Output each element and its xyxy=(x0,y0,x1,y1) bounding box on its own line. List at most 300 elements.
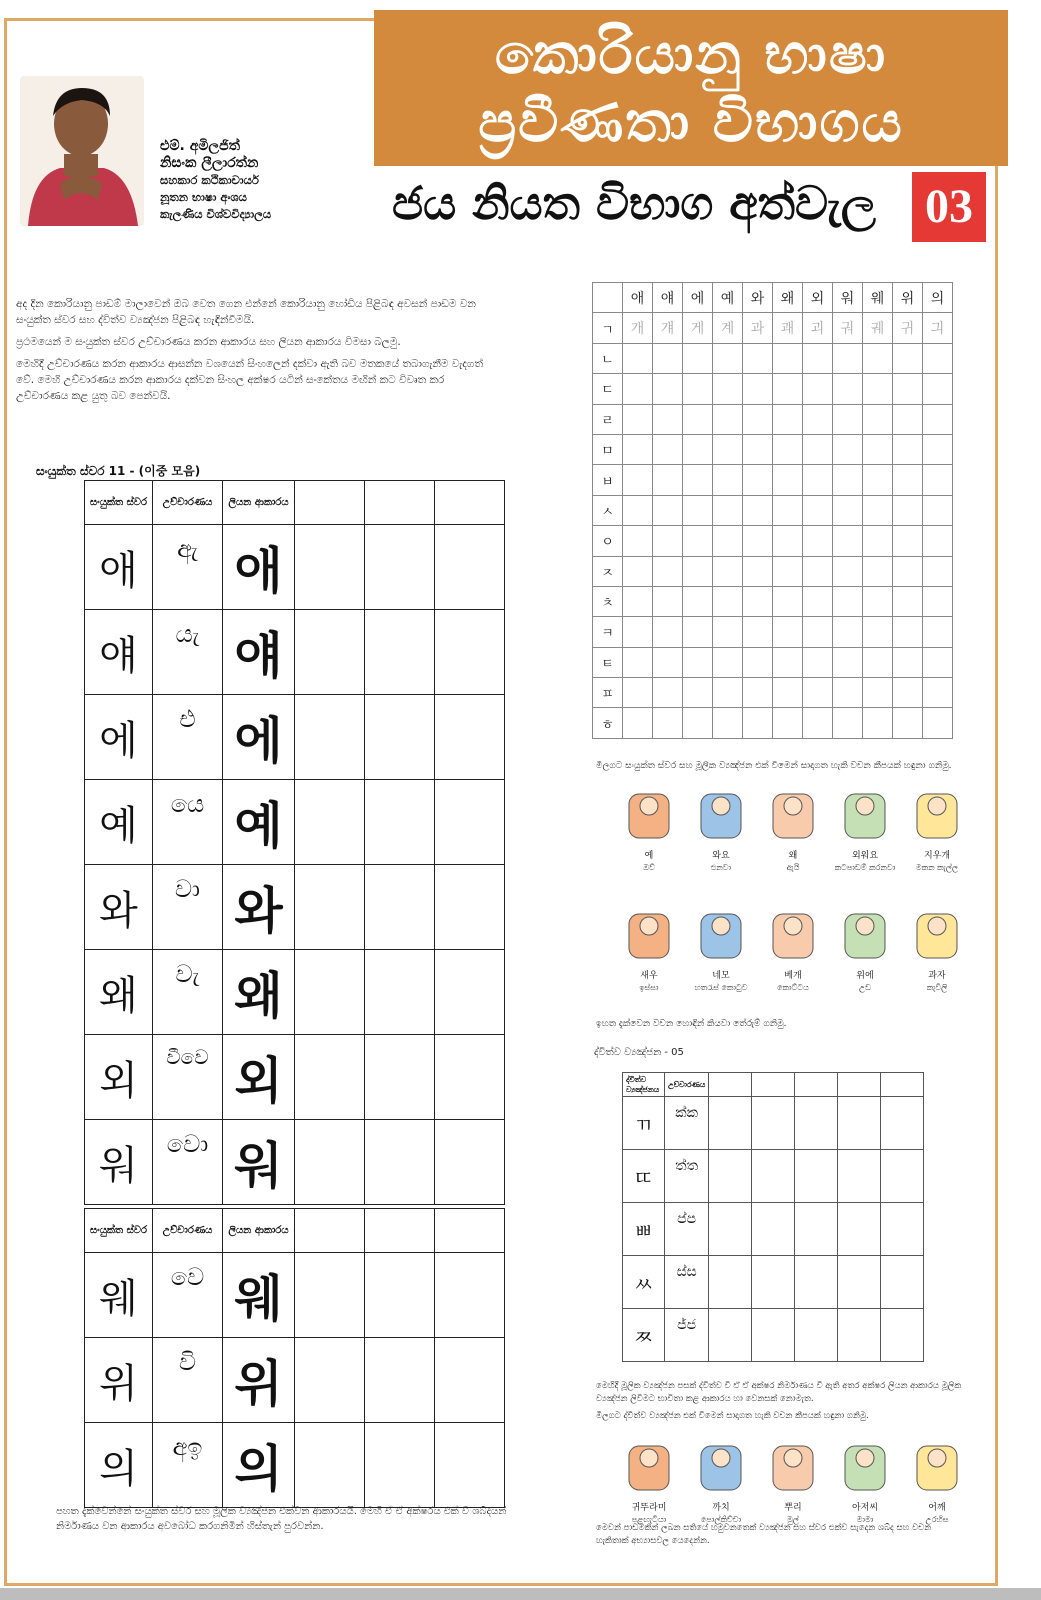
grid-practice-cell[interactable] xyxy=(773,708,803,738)
practice-cell[interactable] xyxy=(838,1309,881,1362)
practice-cell[interactable] xyxy=(435,525,505,610)
vocab-korean: 위에 xyxy=(856,971,874,981)
practice-cell[interactable] xyxy=(295,1338,365,1423)
vocab-item xyxy=(686,784,756,873)
grid-practice-cell[interactable] xyxy=(683,404,713,434)
grid-consonant-cell: ㅌ xyxy=(593,647,623,677)
practice-cell[interactable] xyxy=(295,695,365,780)
grid-practice-cell[interactable] xyxy=(893,647,923,677)
grid-practice-cell[interactable] xyxy=(863,586,893,616)
practice-cell[interactable] xyxy=(838,1150,881,1203)
grid-practice-cell[interactable] xyxy=(923,586,953,616)
vocab-sinhala: ඔව් xyxy=(643,863,655,872)
grid-practice-cell[interactable] xyxy=(683,495,713,525)
grid-practice-cell[interactable] xyxy=(623,465,653,495)
grid-practice-cell[interactable] xyxy=(713,708,743,738)
grid-practice-cell[interactable] xyxy=(803,495,833,525)
author-role: සහකාර කථිකාචාර්ය xyxy=(160,173,259,187)
grid-practice-cell[interactable] xyxy=(923,404,953,434)
practice-cell[interactable] xyxy=(365,525,435,610)
practice-cell[interactable] xyxy=(435,1253,505,1338)
grid-practice-cell[interactable] xyxy=(773,374,803,404)
grid-practice-cell[interactable] xyxy=(893,374,923,404)
practice-cell[interactable] xyxy=(295,865,365,950)
practice-cell[interactable] xyxy=(435,610,505,695)
practice-cell[interactable] xyxy=(435,865,505,950)
grid-practice-cell[interactable] xyxy=(623,526,653,556)
double-note-1: මෙහිදී මූලික ව්‍යඤ්ජන පසක් ද්විත්ව වී ඒ ඒ අක්ෂර නිර්මාණය වී ඇති අතර අක්ෂර ලියන ආකාරය මූලික ව්‍යඤ්ජන ලිවීමට භාවිතා කළ ආකාරය හා වෙනසක් නොමැත. xyxy=(596,1381,962,1404)
dtable-header: ද්විත්ව ව්‍යඤ්ජනය xyxy=(623,1073,665,1097)
grid-practice-cell[interactable] xyxy=(863,434,893,464)
vocab-illustration xyxy=(909,1436,965,1498)
writing-cell: 얘 xyxy=(223,610,295,695)
vocab-illustration xyxy=(909,904,965,966)
grid-practice-cell[interactable] xyxy=(743,586,773,616)
grid-practice-cell[interactable] xyxy=(713,343,743,373)
grid-practice-cell[interactable] xyxy=(743,556,773,586)
vocab-item xyxy=(830,1436,900,1525)
vowel-cell: 외 xyxy=(85,1035,153,1120)
vocab-item xyxy=(686,904,756,993)
grid-practice-cell[interactable] xyxy=(893,617,923,647)
empty-cell xyxy=(752,1073,795,1097)
grid-practice-cell[interactable] xyxy=(803,465,833,495)
table-row xyxy=(85,610,505,695)
grid-practice-cell[interactable] xyxy=(683,586,713,616)
vocab-illustration xyxy=(765,784,821,846)
grid-practice-cell[interactable] xyxy=(923,434,953,464)
grid-practice-cell[interactable] xyxy=(683,465,713,495)
grid-practice-cell[interactable] xyxy=(863,465,893,495)
table-row xyxy=(85,1423,505,1508)
grid-practice-cell[interactable] xyxy=(683,617,713,647)
author-info xyxy=(160,138,370,223)
grid-practice-cell[interactable] xyxy=(713,586,743,616)
practice-cell[interactable] xyxy=(752,1256,795,1309)
vocab-item xyxy=(758,1436,828,1525)
grid-practice-cell[interactable] xyxy=(923,556,953,586)
practice-cell[interactable] xyxy=(435,695,505,780)
grid-practice-cell[interactable] xyxy=(623,708,653,738)
practice-cell[interactable] xyxy=(365,1253,435,1338)
practice-cell[interactable] xyxy=(365,610,435,695)
vocab-item xyxy=(614,904,684,993)
title-banner xyxy=(374,10,1008,166)
practice-cell[interactable] xyxy=(752,1150,795,1203)
grid-trace-cell: 긔 xyxy=(923,313,953,343)
grid-header-cell: 예 xyxy=(713,283,743,313)
practice-cell[interactable] xyxy=(295,950,365,1035)
grid-practice-cell[interactable] xyxy=(713,526,743,556)
vocab-korean: 예 xyxy=(644,851,654,861)
grid-practice-cell[interactable] xyxy=(893,495,923,525)
grid-practice-cell[interactable] xyxy=(653,526,683,556)
grid-practice-cell[interactable] xyxy=(653,374,683,404)
practice-cell[interactable] xyxy=(295,1423,365,1508)
pron-cell: අඉ xyxy=(153,1423,223,1508)
grid-header-cell: 에 xyxy=(683,283,713,313)
grid-practice-cell[interactable] xyxy=(743,708,773,738)
grid-trace-cell: 괴 xyxy=(803,313,833,343)
grid-practice-cell[interactable] xyxy=(893,343,923,373)
grid-practice-cell[interactable] xyxy=(833,495,863,525)
grid-practice-cell[interactable] xyxy=(683,374,713,404)
grid-practice-cell[interactable] xyxy=(623,374,653,404)
grid-practice-cell[interactable] xyxy=(923,343,953,373)
grid-practice-cell[interactable] xyxy=(653,495,683,525)
grid-practice-cell[interactable] xyxy=(833,374,863,404)
grid-practice-cell[interactable] xyxy=(923,617,953,647)
writing-cell: 외 xyxy=(223,1035,295,1120)
grid-practice-cell[interactable] xyxy=(803,404,833,434)
vowel-cell: 애 xyxy=(85,525,153,610)
empty-cell xyxy=(295,1209,365,1253)
grid-practice-cell[interactable] xyxy=(863,343,893,373)
grid-practice-cell[interactable] xyxy=(833,556,863,586)
vocab-korean: 와요 xyxy=(712,851,730,861)
title-line-1: කොරියානු භාෂා xyxy=(494,22,888,87)
grid-practice-cell[interactable] xyxy=(743,526,773,556)
grid-practice-cell[interactable] xyxy=(803,343,833,373)
vocab-sinhala: පොල්කිච්චා xyxy=(700,1515,742,1524)
grid-practice-cell[interactable] xyxy=(833,708,863,738)
intro-paragraph: අද දින කොරියානු පාඩම් මාලාවෙන් ඔබ වෙත ගෙන එන්නේ කොරියානු හෝඩිය පිළිබඳ අවසන් පාඩම වන සංයුක්ත ස්වර සහ ද්විත්ව ව්‍යඤ්ජන පිළිබඳ හැඳින්වීමයි. xyxy=(16,298,476,326)
writing-cell: 의 xyxy=(223,1423,295,1508)
table-row xyxy=(85,865,505,950)
footer-note: පහත දැක්වෙන්නේ සංයුක්ත ස්වර සහ මූලික ව්‍යඤ්ජන එක්වන ආකාරයයි. මෙහි ඒ ඒ අක්ෂරය එක් වී ශබ්දයන් නිර්මාණය වන ආකාරය අවබෝධ කරගනිමින් හිස්තැන් පුරවන්න. xyxy=(56,1506,507,1532)
practice-cell[interactable] xyxy=(881,1309,924,1362)
vocab-korean: 아저씨 xyxy=(851,1503,879,1513)
grid-practice-cell[interactable] xyxy=(713,434,743,464)
grid-consonant-cell: ㄹ xyxy=(593,404,623,434)
vocab-illustration xyxy=(837,784,893,846)
grid-practice-cell[interactable] xyxy=(893,586,923,616)
grid-practice-cell[interactable] xyxy=(923,465,953,495)
writing-cell: 애 xyxy=(223,525,295,610)
grid-practice-cell[interactable] xyxy=(833,678,863,708)
grid-practice-cell[interactable] xyxy=(623,404,653,434)
grid-practice-cell[interactable] xyxy=(623,434,653,464)
grid-practice-cell[interactable] xyxy=(923,526,953,556)
grid-practice-cell[interactable] xyxy=(893,678,923,708)
grid-practice-cell[interactable] xyxy=(713,678,743,708)
practice-cell[interactable] xyxy=(752,1097,795,1150)
practice-cell[interactable] xyxy=(435,1338,505,1423)
grid-practice-cell[interactable] xyxy=(893,465,923,495)
table-row xyxy=(85,1253,505,1338)
grid-practice-cell[interactable] xyxy=(653,678,683,708)
practice-cell[interactable] xyxy=(365,695,435,780)
vocab-korean: 어깨 xyxy=(928,1503,946,1513)
pron-cell: වා xyxy=(153,865,223,950)
practice-cell[interactable] xyxy=(838,1097,881,1150)
grid-practice-cell[interactable] xyxy=(803,708,833,738)
grid-practice-cell[interactable] xyxy=(803,678,833,708)
grid-practice-cell[interactable] xyxy=(773,586,803,616)
practice-cell[interactable] xyxy=(365,780,435,865)
practice-cell[interactable] xyxy=(365,950,435,1035)
grid-practice-cell[interactable] xyxy=(773,556,803,586)
grid-practice-cell[interactable] xyxy=(773,647,803,677)
grid-practice-cell[interactable] xyxy=(923,678,953,708)
grid-practice-cell[interactable] xyxy=(713,404,743,434)
grid-consonant-cell: ㅎ xyxy=(593,708,623,738)
grid-practice-cell[interactable] xyxy=(653,708,683,738)
practice-cell[interactable] xyxy=(709,1097,752,1150)
grid-practice-cell[interactable] xyxy=(863,374,893,404)
grid-practice-cell[interactable] xyxy=(623,556,653,586)
vocab-item xyxy=(902,1436,972,1525)
vocab-korean: 새우 xyxy=(640,971,658,981)
grid-practice-cell[interactable] xyxy=(683,647,713,677)
grid-practice-cell[interactable] xyxy=(803,617,833,647)
double-pron-cell: ත්ත xyxy=(665,1150,709,1203)
grid-practice-cell[interactable] xyxy=(863,647,893,677)
vocab-illustration xyxy=(621,1436,677,1498)
grid-practice-cell[interactable] xyxy=(683,708,713,738)
double-pron-cell: ස්ස xyxy=(665,1256,709,1309)
double-consonant-table xyxy=(622,1072,924,1362)
vocab-illustration xyxy=(693,784,749,846)
grid-practice-cell[interactable] xyxy=(623,647,653,677)
vocab-item xyxy=(902,904,972,993)
grid-practice-cell[interactable] xyxy=(713,556,743,586)
table-row xyxy=(623,1203,924,1256)
practice-cell[interactable] xyxy=(365,1035,435,1120)
double-consonant-cell: ㄲ xyxy=(623,1097,665,1150)
grid-practice-cell[interactable] xyxy=(893,708,923,738)
writing-cell: 와 xyxy=(223,865,295,950)
grid-practice-cell[interactable] xyxy=(653,586,683,616)
practice-cell[interactable] xyxy=(365,1120,435,1205)
grid-trace-cell: 걔 xyxy=(653,313,683,343)
writing-cell: 웨 xyxy=(223,1253,295,1338)
grid-consonant-cell: ㅍ xyxy=(593,678,623,708)
grid-practice-cell[interactable] xyxy=(773,343,803,373)
grid-practice-cell[interactable] xyxy=(743,617,773,647)
practice-cell[interactable] xyxy=(881,1256,924,1309)
grid-practice-cell[interactable] xyxy=(833,343,863,373)
double-consonant-cell: ㅆ xyxy=(623,1256,665,1309)
grid-practice-cell[interactable] xyxy=(833,586,863,616)
grid-practice-cell[interactable] xyxy=(743,374,773,404)
practice-cell[interactable] xyxy=(365,865,435,950)
grid-practice-cell[interactable] xyxy=(803,647,833,677)
grid-header-cell: 워 xyxy=(833,283,863,313)
grid-practice-cell[interactable] xyxy=(653,556,683,586)
practice-cell[interactable] xyxy=(881,1097,924,1150)
grid-practice-cell[interactable] xyxy=(743,434,773,464)
grid-practice-cell[interactable] xyxy=(773,495,803,525)
pron-cell: යැ xyxy=(153,610,223,695)
grid-practice-cell[interactable] xyxy=(683,343,713,373)
vocab-item xyxy=(830,904,900,993)
grid-practice-cell[interactable] xyxy=(803,434,833,464)
practice-cell[interactable] xyxy=(295,780,365,865)
table-row xyxy=(85,1035,505,1120)
practice-cell[interactable] xyxy=(365,1423,435,1508)
practice-cell[interactable] xyxy=(795,1097,838,1150)
grid-practice-cell[interactable] xyxy=(623,617,653,647)
practice-cell[interactable] xyxy=(838,1256,881,1309)
table-row xyxy=(623,1309,924,1362)
practice-cell[interactable] xyxy=(295,525,365,610)
practice-cell[interactable] xyxy=(295,1035,365,1120)
grid-practice-cell[interactable] xyxy=(623,343,653,373)
practice-cell[interactable] xyxy=(435,780,505,865)
grid-practice-cell[interactable] xyxy=(683,678,713,708)
practice-cell[interactable] xyxy=(295,610,365,695)
intro-text xyxy=(16,296,486,410)
grid-practice-cell[interactable] xyxy=(923,647,953,677)
vowel-table-2 xyxy=(84,1208,505,1508)
practice-cell[interactable] xyxy=(881,1203,924,1256)
grid-practice-cell[interactable] xyxy=(743,495,773,525)
grid-practice-cell[interactable] xyxy=(653,647,683,677)
grid-practice-cell[interactable] xyxy=(653,465,683,495)
practice-cell[interactable] xyxy=(435,1035,505,1120)
grid-practice-cell[interactable] xyxy=(713,647,743,677)
grid-practice-cell[interactable] xyxy=(773,678,803,708)
grid-practice-cell[interactable] xyxy=(893,404,923,434)
practice-cell[interactable] xyxy=(881,1150,924,1203)
practice-cell[interactable] xyxy=(752,1309,795,1362)
practice-cell[interactable] xyxy=(295,1253,365,1338)
vocab-illustration xyxy=(837,1436,893,1498)
grid-practice-cell[interactable] xyxy=(833,465,863,495)
grid-header-cell: 웨 xyxy=(863,283,893,313)
grid-trace-cell: 과 xyxy=(743,313,773,343)
grid-practice-cell[interactable] xyxy=(863,526,893,556)
grid-practice-cell[interactable] xyxy=(833,404,863,434)
practice-cell[interactable] xyxy=(795,1150,838,1203)
grid-practice-cell[interactable] xyxy=(893,556,923,586)
bottom-bar xyxy=(0,1588,1041,1600)
grid-practice-cell[interactable] xyxy=(803,526,833,556)
grid-practice-cell[interactable] xyxy=(773,526,803,556)
grid-practice-cell[interactable] xyxy=(683,526,713,556)
grid-practice-cell[interactable] xyxy=(863,495,893,525)
grid-practice-cell[interactable] xyxy=(893,434,923,464)
grid-practice-cell[interactable] xyxy=(623,495,653,525)
vocab-item xyxy=(758,784,828,873)
grid-practice-cell[interactable] xyxy=(863,617,893,647)
grid-practice-cell[interactable] xyxy=(683,434,713,464)
grid-practice-cell[interactable] xyxy=(803,556,833,586)
grid-practice-cell[interactable] xyxy=(803,586,833,616)
practice-cell[interactable] xyxy=(435,1423,505,1508)
vocab-sinhala: කැවිලි xyxy=(926,983,948,992)
vowel-cell: 예 xyxy=(85,780,153,865)
practice-cell[interactable] xyxy=(752,1203,795,1256)
vocab-sinhala: ඉස්සා xyxy=(639,983,659,992)
writing-cell: 예 xyxy=(223,780,295,865)
grid-practice-cell[interactable] xyxy=(713,617,743,647)
grid-practice-cell[interactable] xyxy=(713,374,743,404)
grid-trace-cell: 계 xyxy=(713,313,743,343)
grid-practice-cell[interactable] xyxy=(653,617,683,647)
table-row xyxy=(85,525,505,610)
grid-practice-cell[interactable] xyxy=(863,678,893,708)
grid-trace-cell: 괘 xyxy=(773,313,803,343)
grid-practice-cell[interactable] xyxy=(893,526,923,556)
practice-cell[interactable] xyxy=(295,1120,365,1205)
grid-practice-cell[interactable] xyxy=(833,647,863,677)
vocab-illustration xyxy=(693,1436,749,1498)
table-row xyxy=(85,695,505,780)
practice-cell[interactable] xyxy=(709,1203,752,1256)
vocab-sinhala: එනවා xyxy=(710,863,732,872)
practice-cell[interactable] xyxy=(709,1256,752,1309)
grid-practice-cell[interactable] xyxy=(743,678,773,708)
practice-cell[interactable] xyxy=(795,1203,838,1256)
grid-practice-cell[interactable] xyxy=(743,647,773,677)
grid-practice-cell[interactable] xyxy=(803,374,833,404)
double-note-2: මීලගට ද්විත්ව ව්‍යඤ්ජන එක් වීමෙන් සාදාගත හැකි වචන කීපයක් හඳුනා ගනිමු. xyxy=(596,1411,869,1421)
grid-consonant-cell: ㅂ xyxy=(593,465,623,495)
grid-practice-cell[interactable] xyxy=(653,404,683,434)
grid-practice-cell[interactable] xyxy=(713,495,743,525)
grid-practice-cell[interactable] xyxy=(773,617,803,647)
grid-practice-cell[interactable] xyxy=(923,708,953,738)
author-dept: නූතන භාෂා අංශය xyxy=(160,190,247,204)
practice-cell[interactable] xyxy=(709,1150,752,1203)
pron-cell: ඇ xyxy=(153,525,223,610)
practice-cell[interactable] xyxy=(709,1309,752,1362)
practice-cell[interactable] xyxy=(795,1309,838,1362)
grid-practice-cell[interactable] xyxy=(743,465,773,495)
grid-practice-cell[interactable] xyxy=(833,434,863,464)
grid-practice-cell[interactable] xyxy=(923,495,953,525)
vocab-illustration xyxy=(765,904,821,966)
vocab-korean: 귀뚜라미 xyxy=(631,1503,667,1513)
grid-trace-cell: 궈 xyxy=(833,313,863,343)
grid-practice-cell[interactable] xyxy=(863,404,893,434)
grid-practice-cell[interactable] xyxy=(623,586,653,616)
grid-practice-cell[interactable] xyxy=(773,404,803,434)
grid-practice-cell[interactable] xyxy=(653,343,683,373)
practice-cell[interactable] xyxy=(795,1256,838,1309)
grid-practice-cell[interactable] xyxy=(773,434,803,464)
grid-practice-cell[interactable] xyxy=(773,465,803,495)
grid-practice-cell[interactable] xyxy=(743,404,773,434)
grid-trace-cell: 개 xyxy=(623,313,653,343)
practice-cell[interactable] xyxy=(365,1338,435,1423)
grid-practice-cell[interactable] xyxy=(713,465,743,495)
double-consonant-cell: ㅉ xyxy=(623,1309,665,1362)
double-label: ද්විත්ව ව්‍යඤ්ජන - 05 xyxy=(594,1047,684,1058)
grid-practice-cell[interactable] xyxy=(623,678,653,708)
grid-practice-cell[interactable] xyxy=(833,617,863,647)
header-writing: ලියන ආකාරය xyxy=(223,1209,295,1253)
vocab-illustration xyxy=(837,904,893,966)
practice-cell[interactable] xyxy=(435,950,505,1035)
grid-practice-cell[interactable] xyxy=(653,434,683,464)
vowel-cell: 의 xyxy=(85,1423,153,1508)
grid-practice-cell[interactable] xyxy=(743,343,773,373)
grid-practice-cell[interactable] xyxy=(863,556,893,586)
table-row xyxy=(623,1256,924,1309)
vocab-sinhala: උඩ xyxy=(858,983,872,992)
grid-practice-cell[interactable] xyxy=(863,708,893,738)
grid-practice-cell[interactable] xyxy=(683,556,713,586)
grid-practice-cell[interactable] xyxy=(833,526,863,556)
grid-consonant-cell: ㅅ xyxy=(593,495,623,525)
practice-cell[interactable] xyxy=(838,1203,881,1256)
header-pron: උච්චාරණය xyxy=(153,481,223,525)
practice-cell[interactable] xyxy=(435,1120,505,1205)
grid-practice-cell[interactable] xyxy=(923,374,953,404)
